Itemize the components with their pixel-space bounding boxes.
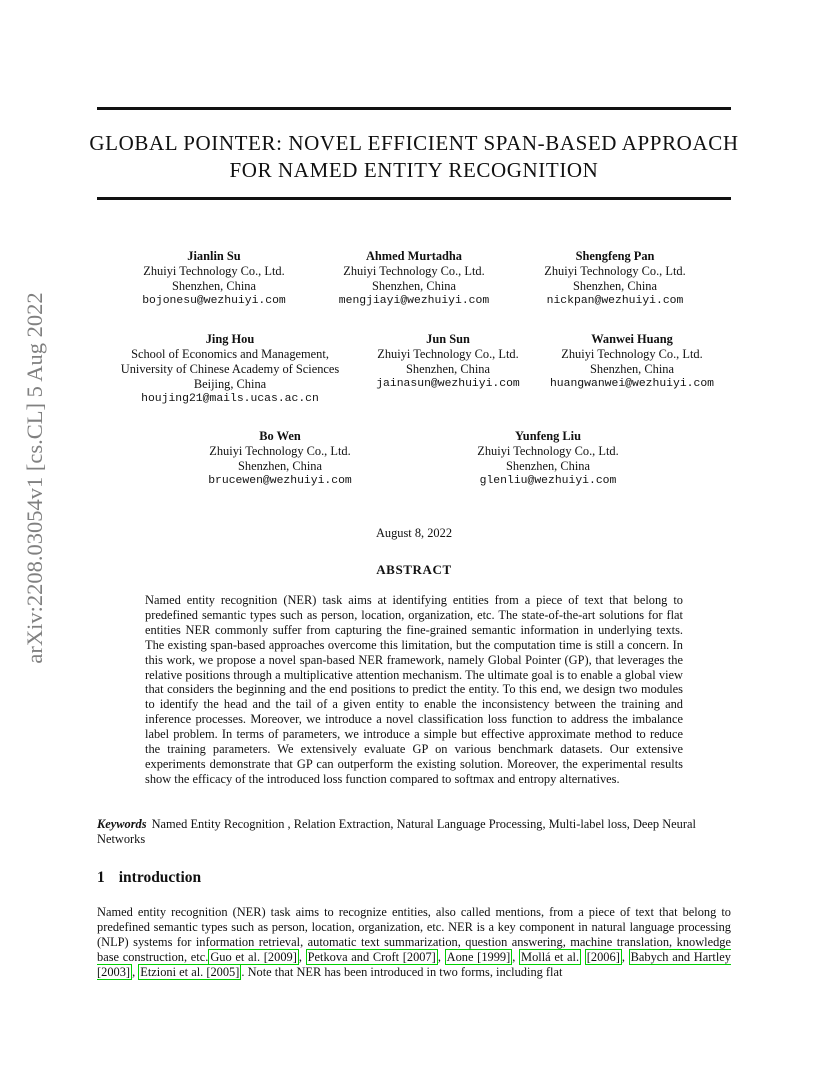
- author-affiliation: Zhuiyi Technology Co., Ltd.: [377, 347, 519, 361]
- intro-paragraph: Named entity recognition (NER) task aims to recognize entities, also called mentions, from a piece of text that belong to predefined semantic types such as person, location, organization, etc. NER is a key component in natural language processing (NLP) systems for information retrieval, automatic text summarization, question answering, machine translation, knowledge base construction, etc. Guo et al. [2009] , Petkova and Croft [2007] , Aone [1999] , Mollá et al. [2006] , Babych and Hartley [2003] , Etzioni et al. [2005] . Note that NER has been introduced in two forms, including flat: [97, 905, 731, 979]
- citation-link[interactable]: Guo et al. [2009]: [210, 950, 297, 964]
- author-affiliation: School of Economics and Management,: [131, 347, 329, 361]
- author-affiliation: Shenzhen, China: [506, 459, 590, 473]
- citation-link[interactable]: Etzioni et al. [2005]: [140, 965, 240, 979]
- section-title: introduction: [118, 869, 202, 886]
- author-affiliation: Zhuiyi Technology Co., Ltd.: [544, 264, 686, 278]
- author-email: houjing21@mails.ucas.ac.cn: [141, 393, 319, 405]
- author-affiliation: Zhuiyi Technology Co., Ltd.: [343, 264, 485, 278]
- author-name: Jun Sun: [426, 332, 470, 346]
- author-affiliation: Zhuiyi Technology Co., Ltd.: [477, 444, 619, 458]
- author-name: Jianlin Su: [187, 249, 241, 263]
- author-name: Shengfeng Pan: [575, 249, 655, 263]
- citation-link[interactable]: [2006]: [586, 950, 620, 964]
- author-affiliation: Shenzhen, China: [172, 279, 256, 293]
- abstract-body: Named entity recognition (NER) task aims at identifying entities from a piece of text that belong to predefined semantic types such as person, location, organization, etc. The state-of-the-art solutions for flat entities NER commonly suffer from capturing the fine-grained semantic information in underlying texts. The existing span-based approaches overcome this limitation, but the computation time is still a concern. In this work, we propose a novel span-based NER framework, namely Global Pointer (GP), that leverages the relative positions through a multiplicative attention mechanism. The ultimate goal is to enable a global view that considers the beginning and the end positions to predict the entity. To this end, we design two modules to identify the head and the tail of a given entity to enable the inconsistency between the training and inference processes. Moreover, we introduce a novel classification loss function to address the imbalance label problem. In terms of parameters, we introduce a simple but effective approximate method to reduce the training parameters. We extensively evaluate GP on various benchmark datasets. Our extensive experiments demonstrate that GP can outperform the existing solution. Moreover, the experimental results show the efficacy of the introduced loss function compared to softmax and entropy alternatives.: [145, 593, 683, 786]
- author-affiliation: Zhuiyi Technology Co., Ltd.: [209, 444, 351, 458]
- author-block: [502, 332, 762, 392]
- author-affiliation: Zhuiyi Technology Co., Ltd.: [561, 347, 703, 361]
- arxiv-stamp: arXiv:2208.03054v1 [cs.CL] 5 Aug 2022: [22, 292, 47, 664]
- author-email: bojonesu@wezhuiyi.com: [142, 295, 286, 307]
- author-affiliation: Shenzhen, China: [372, 279, 456, 293]
- author-email: brucewen@wezhuiyi.com: [208, 475, 352, 487]
- citation-link[interactable]: Aone [1999]: [446, 950, 511, 964]
- keywords: [97, 817, 731, 847]
- section-number: 1: [97, 869, 105, 886]
- abstract-heading: ABSTRACT: [376, 562, 452, 577]
- author-name: Wanwei Huang: [591, 332, 673, 346]
- author-affiliation: Shenzhen, China: [238, 459, 322, 473]
- author-name: Jing Hou: [205, 332, 255, 346]
- paper-title-line-2: FOR NAMED ENTITY RECOGNITION: [229, 158, 599, 182]
- keywords-label: Keywords: [97, 817, 147, 831]
- author-affiliation: Shenzhen, China: [590, 362, 674, 376]
- author-affiliation: Shenzhen, China: [406, 362, 490, 376]
- author-email: huangwanwei@wezhuiyi.com: [549, 378, 715, 390]
- author-name: Yunfeng Liu: [515, 429, 581, 443]
- section-heading: [97, 869, 201, 887]
- author-affiliation: Zhuiyi Technology Co., Ltd.: [143, 264, 285, 278]
- title-top-rule: [97, 107, 731, 110]
- citation-link[interactable]: Mollá et al.: [521, 950, 580, 964]
- author-affiliation: University of Chinese Academy of Sciences: [120, 362, 340, 376]
- author-affiliation: Shenzhen, China: [573, 279, 657, 293]
- intro-text: Named entity recognition (NER) task aims to recognize entities, also called mentions, from a piece of text that belong to predefined semantic types such as person, location, organization, etc. NER is a key component in natural language processing (NLP) systems for information retrieval, automatic text summarization, question answering, machine translation, knowledge base construction, etc.: [97, 905, 731, 964]
- paper-title-line-1: GLOBAL POINTER: NOVEL EFFICIENT SPAN-BASED APPROACH: [89, 131, 739, 155]
- intro-text: . Note that NER has been introduced in two forms, including flat: [241, 965, 563, 979]
- author-block: [418, 429, 678, 489]
- author-name: Ahmed Murtadha: [365, 249, 463, 263]
- author-email: glenliu@wezhuiyi.com: [479, 475, 617, 487]
- citation-link[interactable]: Babych and Hartley [2003]: [97, 950, 731, 979]
- author-block: [485, 249, 745, 309]
- author-name: Bo Wen: [259, 429, 301, 443]
- paper-date: August 8, 2022: [375, 526, 453, 540]
- author-email: mengjiayi@wezhuiyi.com: [338, 295, 490, 307]
- author-affiliation: Beijing, China: [193, 377, 267, 391]
- keywords-text: Named Entity Recognition , Relation Extraction, Natural Language Processing, Multi-label loss, Deep Neural Networks: [97, 817, 696, 846]
- author-block: [150, 429, 410, 489]
- author-email: jainasun@wezhuiyi.com: [376, 378, 520, 390]
- title-bottom-rule: [97, 197, 731, 200]
- author-email: nickpan@wezhuiyi.com: [546, 295, 684, 307]
- citation-link[interactable]: Petkova and Croft [2007]: [307, 950, 436, 964]
